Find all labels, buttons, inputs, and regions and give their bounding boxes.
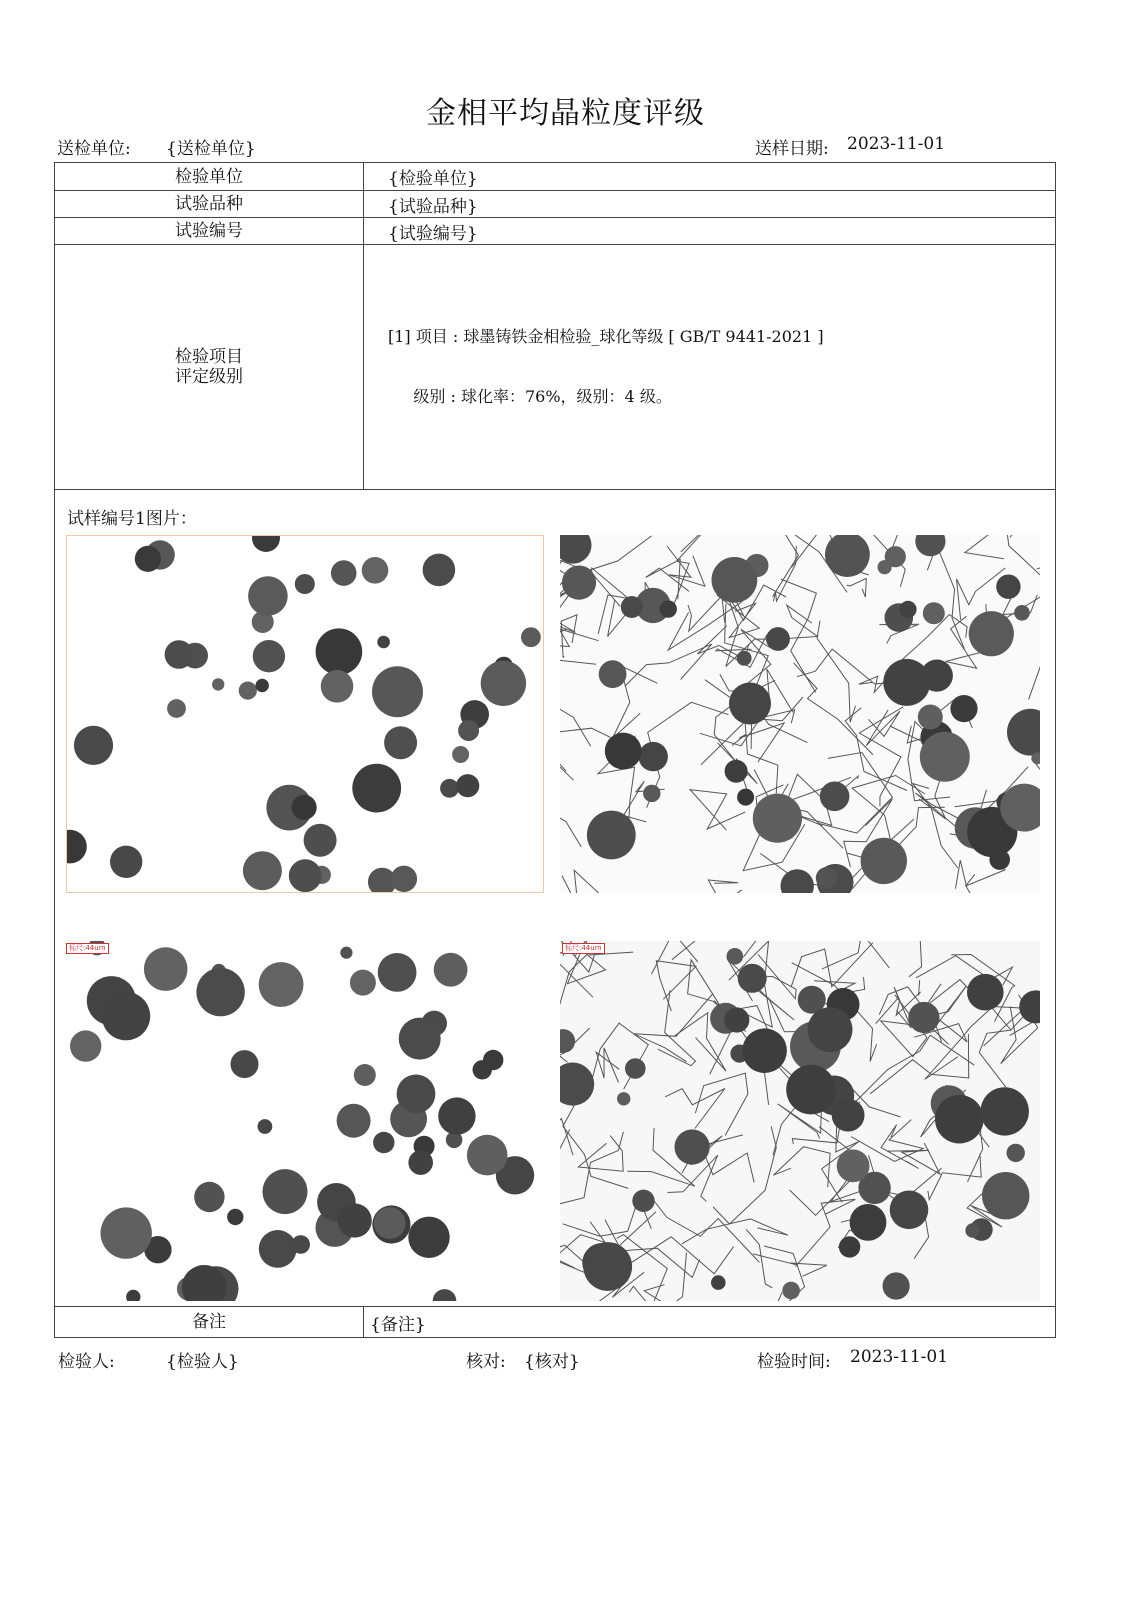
row-label: 检验单位 (55, 163, 364, 190)
photos-label: 试样编号1图片： (67, 509, 197, 529)
items-label-line-2: 评定级别 (175, 367, 243, 387)
submit-unit-label: 送检单位: (57, 139, 131, 159)
sample-date-value: 2023-11-01 (847, 134, 946, 154)
row-value: {检验单位} (388, 169, 478, 189)
row-label: 试验编号 (55, 218, 364, 244)
checker-value: {核对} (524, 1352, 580, 1372)
remark-value: {备注} (370, 1314, 426, 1335)
page-title: 金相平均晶粒度评级 (426, 96, 705, 131)
row-value: {试验编号} (388, 223, 478, 244)
items-line-1: [1] 项目 : 球墨铸铁金相检验_球化等级 [ GB/T 9441-2021 ] (388, 327, 824, 346)
micrograph-3-image (64, 941, 544, 1301)
scale-label: 标尺:44um (66, 943, 109, 954)
items-label-line-1: 检验项目 (175, 347, 243, 367)
micrograph-1 (66, 535, 544, 893)
micrograph-4 (560, 941, 1040, 1301)
inspection-time-label: 检验时间: (757, 1352, 831, 1372)
report-table (54, 162, 1056, 1338)
row-label: 试验品种 (55, 191, 364, 217)
remark-row (55, 1307, 1055, 1337)
table-row (55, 191, 1055, 218)
items-value (364, 245, 1055, 489)
table-row (55, 218, 1055, 245)
inspector-label: 检验人: (58, 1352, 115, 1372)
micrograph-1-image (67, 536, 543, 892)
photos-row (55, 490, 1055, 1307)
micrograph-4-image (560, 941, 1040, 1301)
micrograph-3 (64, 941, 544, 1301)
remark-label: 备注 (55, 1307, 364, 1337)
items-label (55, 245, 364, 489)
checker-label: 核对: (466, 1352, 506, 1372)
row-value: {试验品种} (388, 196, 478, 217)
sample-date-label: 送样日期: (755, 139, 829, 159)
table-row (55, 163, 1055, 191)
micrograph-2 (560, 535, 1040, 893)
submit-unit-value: {送检单位} (166, 139, 256, 159)
micrograph-2-image (560, 535, 1040, 893)
inspection-items-row (55, 245, 1055, 490)
inspector-value: {检验人} (166, 1352, 239, 1372)
inspection-time-value: 2023-11-01 (850, 1347, 949, 1367)
items-line-2: 级别 : 球化率：76%，级别：4 级。 (388, 387, 672, 406)
scale-label: 标尺:44um (562, 943, 605, 954)
